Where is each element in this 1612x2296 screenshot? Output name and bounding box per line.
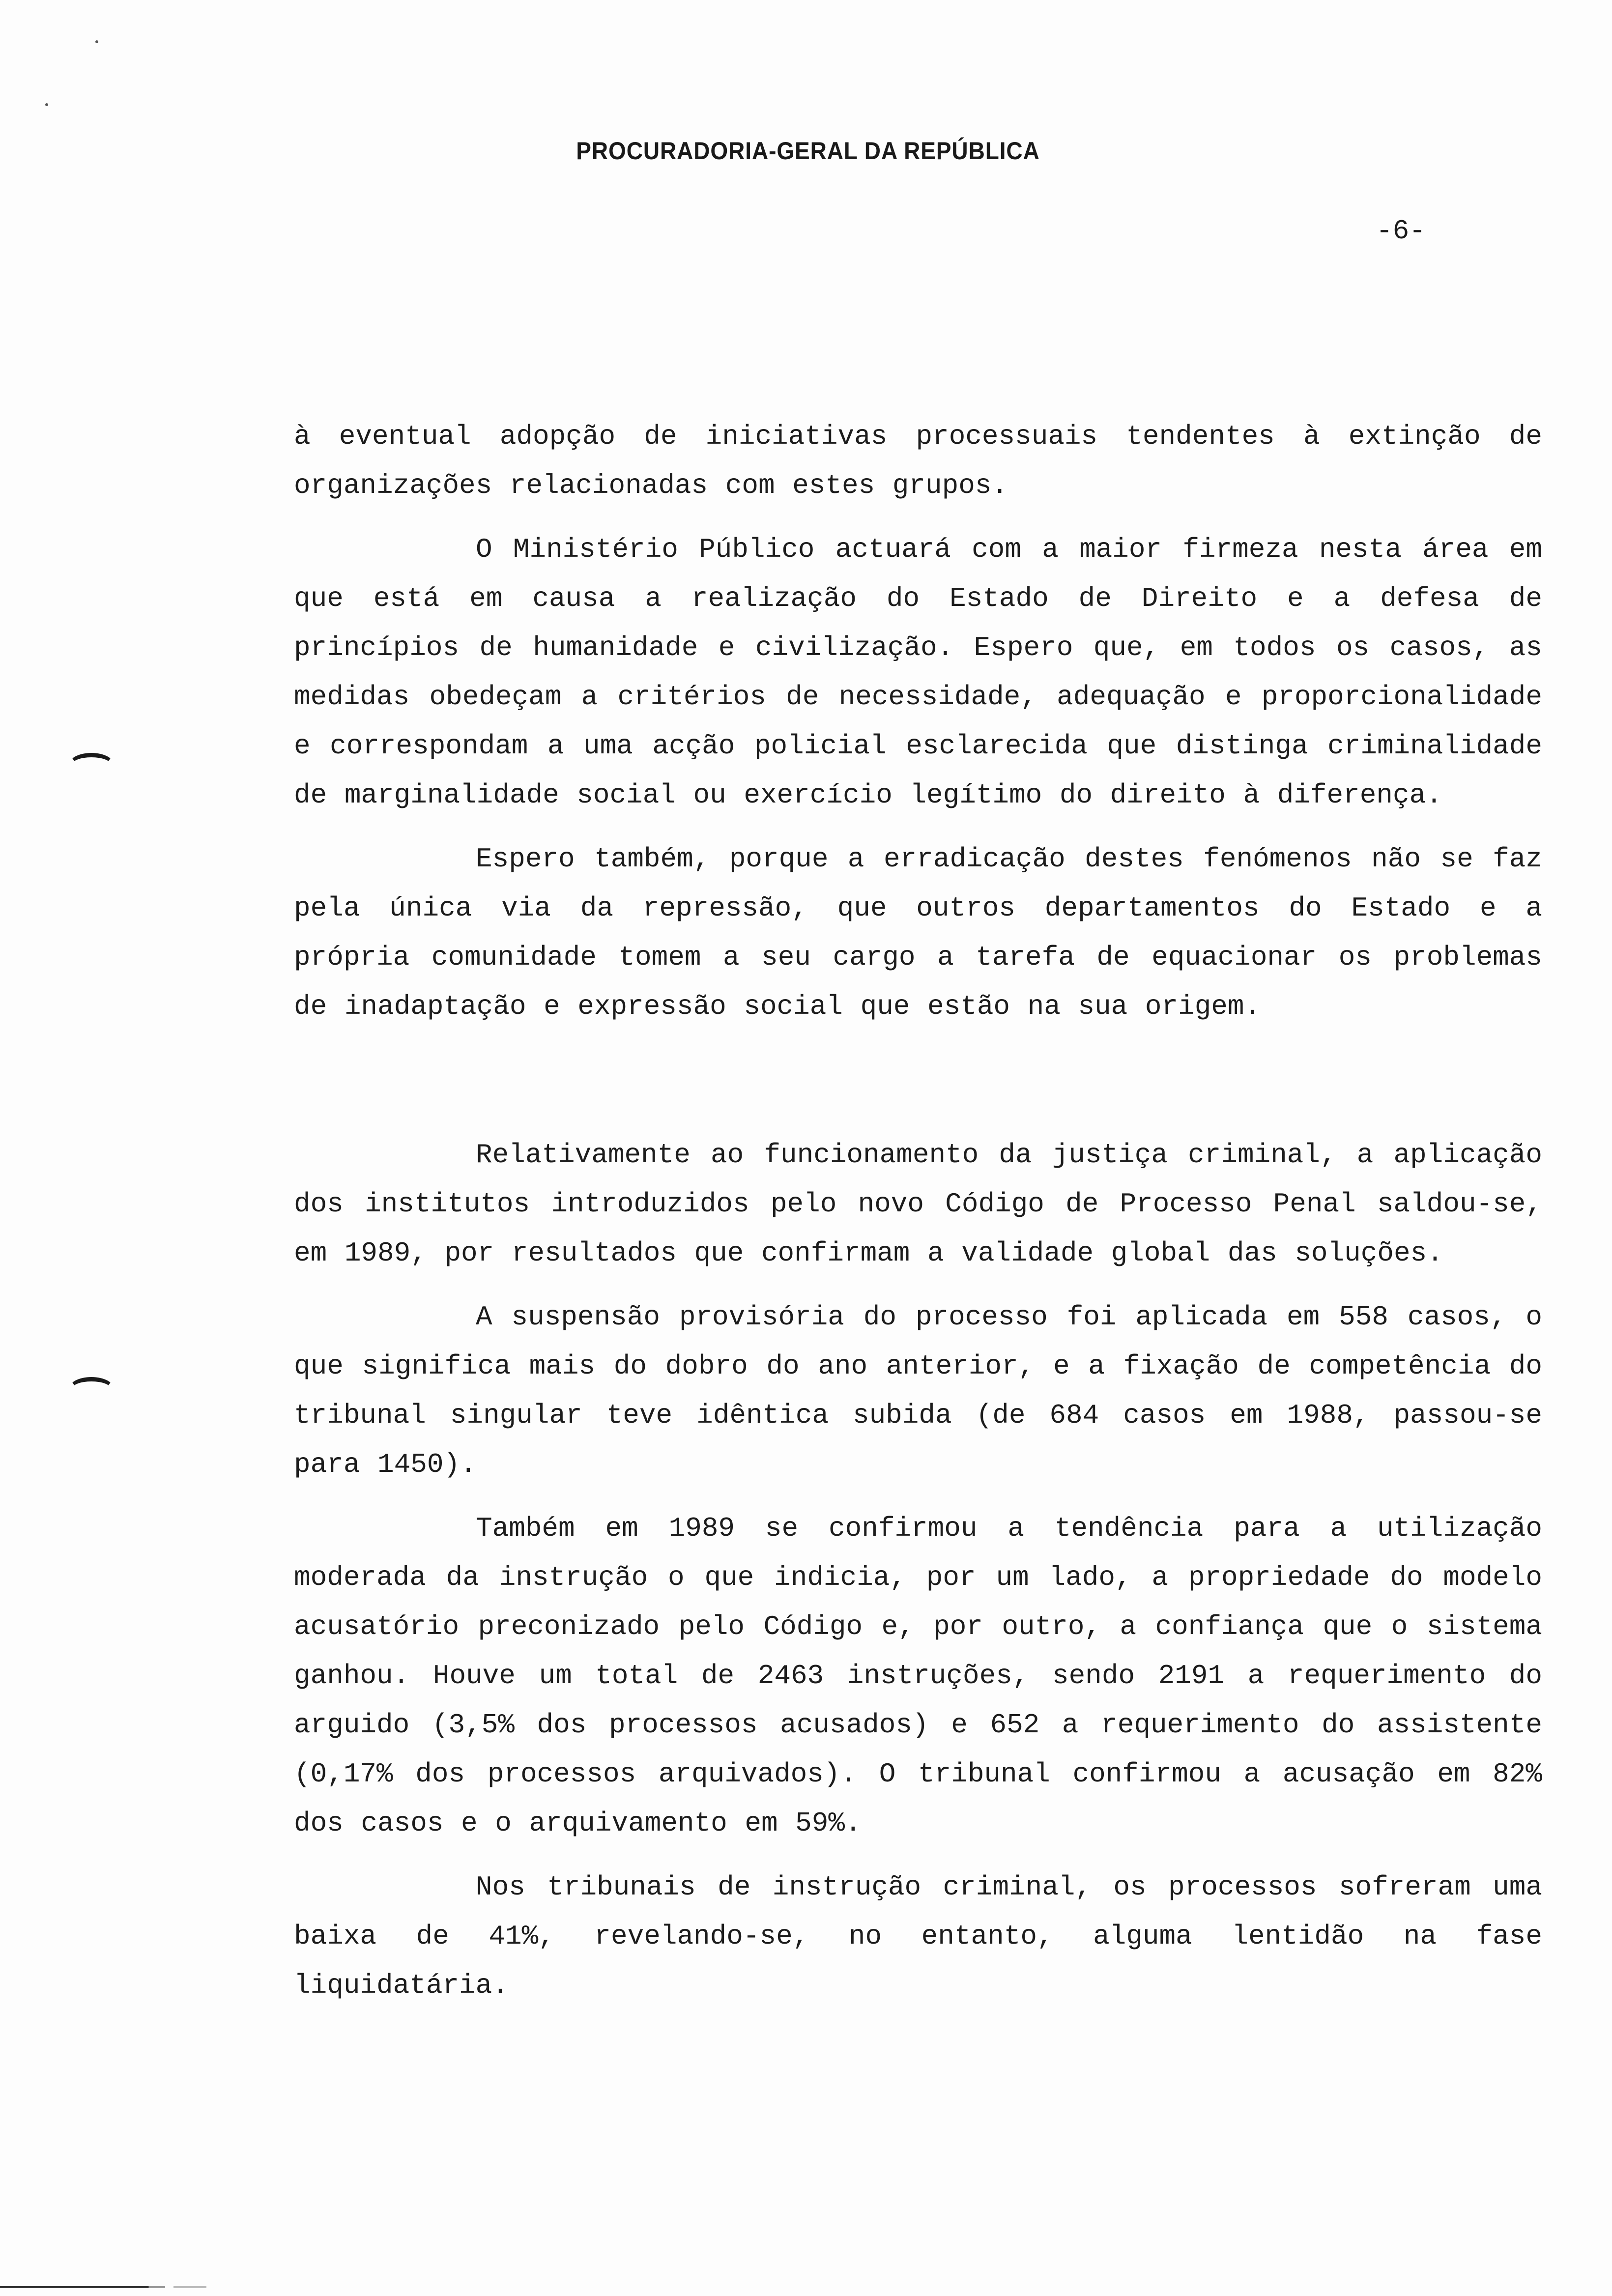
paragraph-suspensao-provisoria: A suspensão provisória do processo foi aplicada em 558 casos, o que significa mais do dobro do ano anterior, e a fixação de competência do tribunal singular teve idêntica subida (de 684 casos em 1988, passou-se para 1450). bbox=[294, 1301, 1542, 1480]
scan-speck bbox=[95, 40, 98, 43]
text-block-upper bbox=[294, 412, 1542, 1031]
punch-hole-mark bbox=[69, 753, 114, 777]
paragraph-gap bbox=[294, 1489, 1542, 1504]
punch-hole-mark bbox=[69, 1377, 114, 1401]
paragraph-continuation: à eventual adopção de iniciativas processuais tendentes à extinção de organizações relacionadas com estes grupos. bbox=[294, 421, 1542, 501]
paragraph-instrucao: Também em 1989 se confirmou a tendência para a utilização moderada da instrução o que indicia, por um lado, a propriedade do modelo acusatório preconizado pelo Código e, por outro, a confiança que o sistema ganhou. Houve um total de 2463 instruções, sendo 2191 a requerimento do arguido (3,5% dos processos acusados) e 652 a requerimento do assistente (0,17% dos processos arquivados). O tribunal confirmou a acusação em 82% dos casos e o arquivamento em 59%. bbox=[294, 1513, 1542, 1839]
paragraph-gap bbox=[294, 1278, 1542, 1292]
letterhead-title: PROCURADORIA-GERAL DA REPÚBLICA bbox=[576, 137, 1040, 165]
paragraph-ministerio-publico: O Ministério Público actuará com a maior firmeza nesta área em que está em causa a realização do Estado de Direito e a defesa de princípios de humanidade e civilização. Espero que, em todos os casos, as medidas obedeçam a critérios de necessidade, adequação e proporcionalidade e correspondam a uma acção policial esclarecida que distinga criminalidade de marginalidade social ou exercício legítimo do direito à diferença. bbox=[294, 534, 1542, 811]
bottom-edge-rule bbox=[0, 2286, 206, 2288]
paragraph-gap bbox=[294, 1848, 1542, 1863]
paragraph-tribunais-instrucao: Nos tribunais de instrução criminal, os processos sofreram uma baixa de 41%, revelando-se, no entanto, alguma lentidão na fase liquidatária. bbox=[294, 1871, 1542, 2001]
paragraph-espero-tambem: Espero também, porque a erradicação destes fenómenos não se faz pela única via da repressão, que outros departamentos do Estado e a própria comunidade tomem a seu cargo a tarefa de equacionar os problemas de inadaptação e expressão social que estão na sua origem. bbox=[294, 843, 1542, 1022]
paragraph-justica-criminal: Relativamente ao funcionamento da justiça criminal, a aplicação dos institutos introduzidos pelo novo Código de Processo Penal saldou-se, em 1989, por resultados que confirmam a validade global das soluções. bbox=[294, 1139, 1542, 1269]
page-number: -6- bbox=[1376, 215, 1426, 247]
paragraph-gap bbox=[294, 820, 1542, 834]
text-block-lower bbox=[294, 1130, 1542, 2010]
scan-speck bbox=[45, 103, 48, 106]
paragraph-gap bbox=[294, 510, 1542, 525]
